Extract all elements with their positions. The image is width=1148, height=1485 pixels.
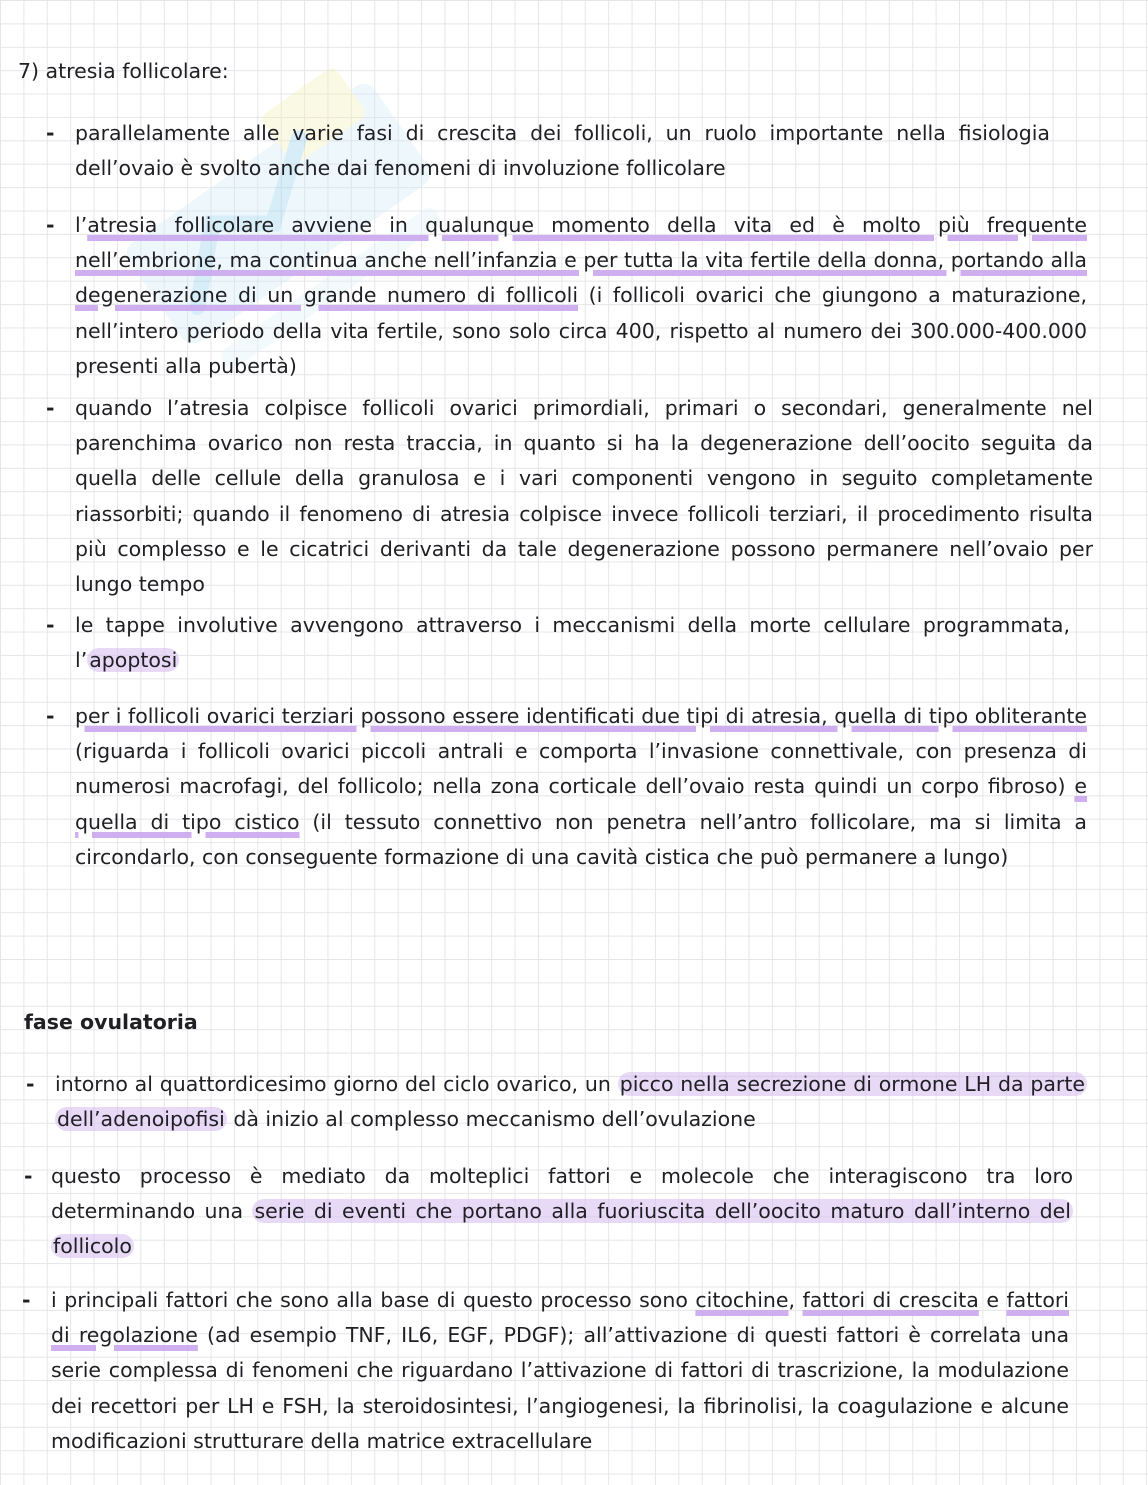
- phase-heading: fase ovulatoria: [24, 1010, 198, 1034]
- ovulation-bullet-3: i principali fattori che sono alla base di questo processo sono citochine, fattori di crescita e fattori di regolazione (ad esempio TNF, IL6, EGF, PDGF); all’attivazione di questi fattori è correlata una serie complessa di fenomeni che riguardano l’attivazione di fattori di trascrizione, la modulazione dei recettori per LH e FSH, la steroidosintesi, l’angiogenesi, la fibrinolisi, la coagulazione e alcune modificazioni strutturare della matrice extracellulare: [51, 1288, 1070, 1453]
- atresia-bullet-1: parallelamente alle varie fasi di crescita dei follicoli, un ruolo importante nella fisiologia dell’ovaio è svolto anche dai fenomeni di involuzione follicolare: [75, 121, 1050, 181]
- bullet-dash: -: [26, 1072, 35, 1096]
- ovulation-bullet-2: questo processo è mediato da molteplici fattori e molecole che interagiscono tra loro determinando una serie di eventi che portano alla fuoriuscita dell’oocito maturo dall’interno del follicolo: [51, 1164, 1073, 1259]
- atresia-bullet-4: le tappe involutive avvengono attraverso i meccanismi della morte cellulare programmata, l’apoptosi: [75, 613, 1070, 673]
- atresia-bullet-3: quando l’atresia colpisce follicoli ovarici primordiali, primari o secondari, generalmente nel parenchima ovarico non resta traccia, in quanto si ha la degenerazione dell’oocito seguita da quella delle cellule della granulosa e i vari componenti vengono in seguito completamente riassorbiti; quando il fenomeno di atresia colpisce invece follicoli terziari, il procedimento risulta più complesso e le cicatrici derivanti da tale degenerazione possono permanere nell’ovaio per lungo tempo: [75, 396, 1093, 597]
- bullet-dash: -: [46, 213, 55, 237]
- atresia-bullet-2: l’atresia follicolare avviene in qualunque momento della vita ed è molto più frequente nell’embrione, ma continua anche nell’infanzia e per tutta la vita fertile della donna, portando alla degenerazione di un grande numero di follicoli (i follicoli ovarici che giungono a maturazione, nell’intero periodo della vita fertile, sono solo circa 400, rispetto al numero dei 300.000-400.000 presenti alla pubertà): [75, 213, 1087, 378]
- underlined-text: e quella di tipo cistico: [75, 774, 1087, 834]
- bullet-dash: -: [24, 1164, 33, 1188]
- highlighted-text: picco nella secrezione di ormone LH da parte dell’adenoipofisi: [57, 1072, 1085, 1132]
- highlighted-text: serie di eventi che portano alla fuoriuscita dell’oocito maturo dall’interno del follicolo: [53, 1199, 1071, 1259]
- bullet-dash: -: [46, 613, 55, 637]
- atresia-bullet-5: per i follicoli ovarici terziari possono essere identificati due tipi di atresia, quella di tipo obliterante (riguarda i follicoli ovarici piccoli antrali e comporta l’invasione connettivale, con presenza di numerosi macrofagi, del follicolo; nella zona corticale dell’ovaio resta quindi un corpo fibroso) e quella di tipo cistico (il tessuto connettivo non penetra nell’antro follicolare, ma si limita a circondarlo, con conseguente formazione di una cavità cistica che può permanere a lungo): [75, 704, 1087, 869]
- bullet-dash: -: [46, 396, 55, 420]
- highlighted-text: apoptosi: [89, 648, 178, 673]
- section-heading: 7) atresia follicolare:: [18, 59, 229, 83]
- bullet-dash: -: [46, 121, 55, 145]
- underlined-text: fattori di crescita: [802, 1288, 979, 1312]
- underlined-text: fattori di regolazione: [51, 1288, 1069, 1348]
- ovulation-bullet-1: intorno al quattordicesimo giorno del ciclo ovarico, un picco nella secrezione di ormone LH da parte dell’adenoipofisi dà inizio al complesso meccanismo dell’ovulazione: [55, 1072, 1085, 1132]
- underlined-text: citochine: [695, 1288, 789, 1312]
- underlined-text: per i follicoli ovarici terziari possono essere identificati due tipi di atresia, quella di tipo obliterante: [75, 704, 1087, 728]
- underlined-text: atresia follicolare avviene in qualunque momento della vita ed è molto più frequente nell’embrione, ma continua anche nell’infanzia e per tutta la vita fertile della donna, portando alla degenerazione di un grande numero di follicoli: [75, 213, 1087, 308]
- bullet-dash: -: [22, 1288, 31, 1312]
- bullet-dash: -: [46, 704, 55, 728]
